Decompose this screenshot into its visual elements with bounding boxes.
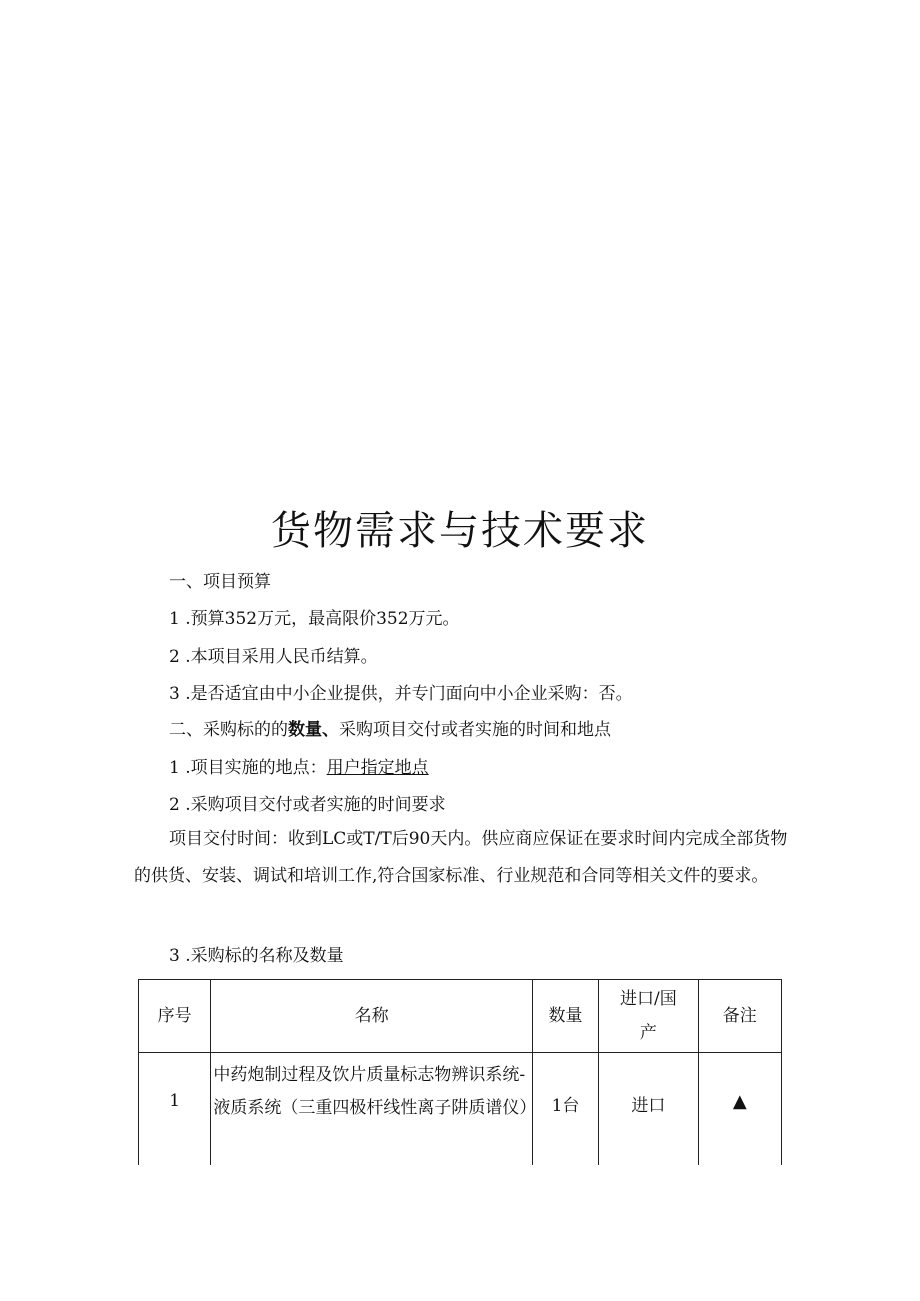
triangle-marker-icon: ▲ bbox=[732, 1091, 747, 1112]
delivery-paragraph-text: 项目交付时间：收到LC或T/T后90天内。供应商应保证在要求时间内完成全部货物的供货、安装、调试和培训工作,符合国家标准、行业规范和合同等相关文件的要求。 bbox=[134, 829, 788, 886]
header-quantity: 数量 bbox=[532, 980, 598, 1053]
document-title: 货物需求与技术要求 bbox=[271, 508, 649, 554]
cell-remark bbox=[698, 1053, 781, 1166]
table-header-row bbox=[139, 980, 782, 1053]
section-heading-part-a: 二、采购标的的 bbox=[169, 720, 288, 740]
delivery-time-heading: 2 .采购项目交付或者实施的时间要求 bbox=[169, 795, 446, 815]
location-value: 用户指定地点 bbox=[326, 758, 429, 778]
section-heading-quantity-delivery bbox=[169, 718, 611, 742]
cell-quantity-text: 1台 bbox=[551, 1096, 580, 1116]
cell-quantity bbox=[532, 1053, 598, 1166]
procurement-table bbox=[138, 979, 782, 1165]
location-label: 1 .项目实施的地点： bbox=[169, 758, 327, 778]
budget-item-1: 1 .预算352万元，最高限价352万元。 bbox=[169, 609, 460, 629]
cell-name: 中药炮制过程及饮片质量标志物辨识系统-液质系统（三重四极杆线性离子阱质谱仪） bbox=[211, 1053, 533, 1166]
cell-index-text: 1 bbox=[169, 1091, 181, 1111]
location-item bbox=[169, 756, 429, 780]
budget-item-3: 3 .是否适宜由中小企业提供，并专门面向中小企业采购：否。 bbox=[169, 684, 633, 704]
cell-origin-text: 进口 bbox=[631, 1096, 666, 1116]
section-heading-part-b: 数量、 bbox=[288, 720, 339, 740]
delivery-paragraph bbox=[134, 821, 794, 895]
procurement-items-heading: 3 .采购标的名称及数量 bbox=[169, 946, 344, 966]
header-name: 名称 bbox=[211, 980, 533, 1053]
cell-origin bbox=[599, 1053, 698, 1166]
header-origin bbox=[599, 980, 698, 1053]
section-heading-part-c: 采购项目交付或者实施的时间和地点 bbox=[339, 720, 611, 740]
table-row bbox=[139, 1053, 782, 1166]
header-index: 序号 bbox=[139, 980, 211, 1053]
section-heading-budget: 一、项目预算 bbox=[169, 572, 271, 592]
header-origin-text: 进口/国产 bbox=[619, 989, 677, 1043]
header-remark: 备注 bbox=[698, 980, 781, 1053]
cell-index bbox=[139, 1053, 211, 1166]
budget-item-2: 2 .本项目采用人民币结算。 bbox=[169, 647, 378, 667]
